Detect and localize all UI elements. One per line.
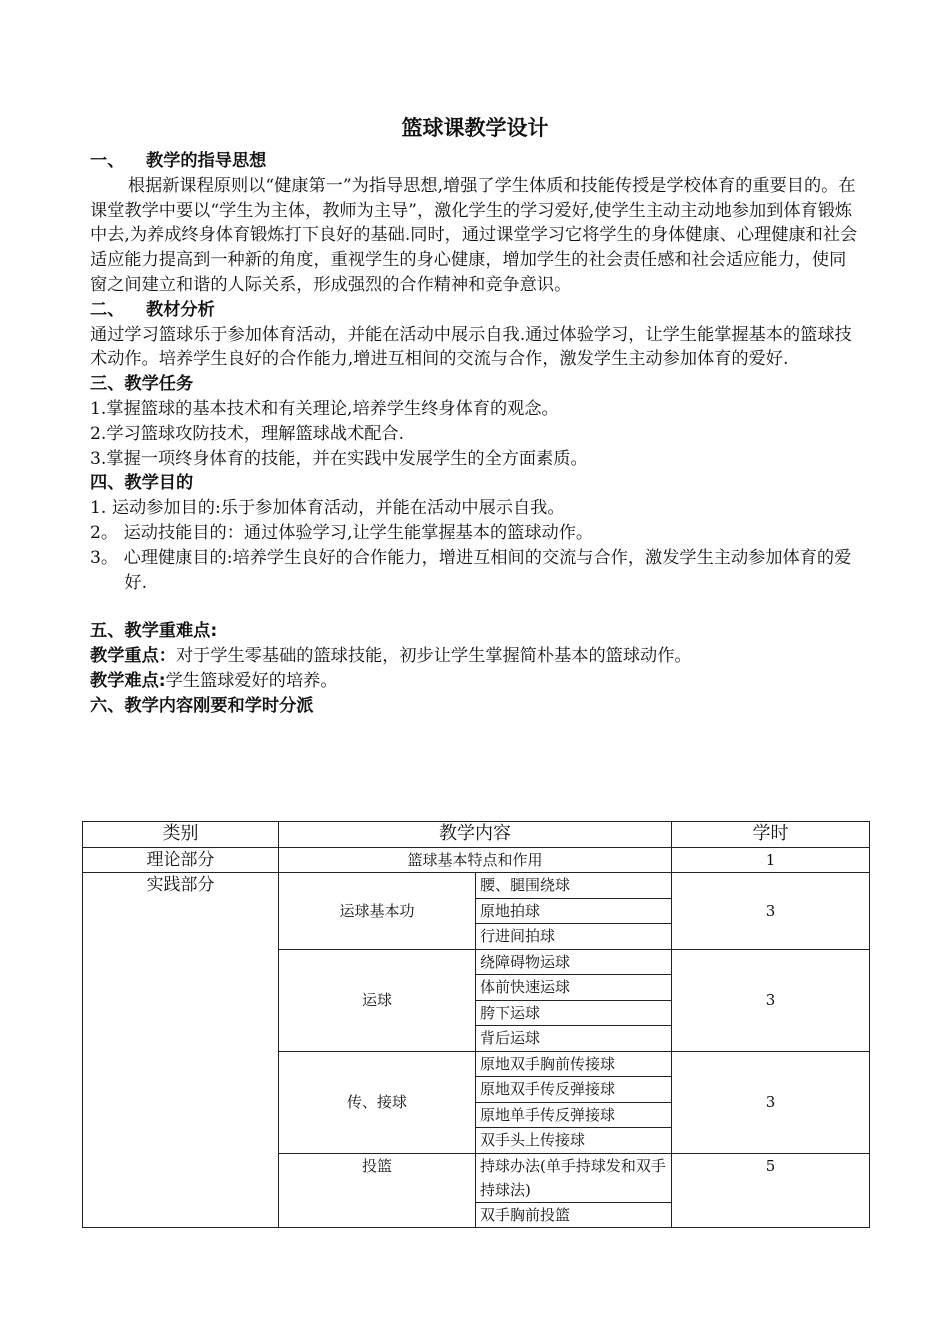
section-number-2: 二、 (90, 299, 125, 320)
header-category: 类别 (83, 822, 279, 848)
document-body (90, 149, 862, 719)
curriculum-table (82, 821, 870, 1228)
header-hours: 学时 (672, 822, 870, 848)
theory-content: 篮球基本特点和作用 (279, 847, 672, 873)
group-item: 原地双手胸前传接球 (476, 1051, 672, 1077)
group-name: 传、接球 (279, 1051, 476, 1153)
key-point-label: 教学重点： (90, 646, 176, 667)
group-item: 绕障碍物运球 (476, 949, 672, 975)
difficult-point-label: 教学难点: (90, 670, 166, 691)
group-item: 原地双手传反弹接球 (476, 1077, 672, 1103)
group-hours: 3 (672, 873, 870, 950)
goal-item: 1. 运动参加目的:乐于参加体育活动，并能在活动中展示自我。 (90, 498, 565, 519)
section-heading-1 (90, 149, 862, 174)
task-item: 1.掌握篮球的基本技术和有关理论,培养学生终身体育的观念。 (90, 398, 559, 419)
goal-item: 3。 心理健康目的:培养学生良好的合作能力，增进互相间的交流与合作，激发学生主动参加体育的爱好. (90, 547, 852, 593)
group-name: 运球 (279, 949, 476, 1051)
section-heading-2 (90, 298, 862, 323)
key-point (90, 644, 862, 669)
header-content: 教学内容 (279, 822, 672, 848)
group-item: 双手头上传接球 (476, 1128, 672, 1154)
group-hours: 3 (672, 949, 870, 1051)
group-hours: 5 (672, 1153, 870, 1228)
group-item: 体前快速运球 (476, 975, 672, 1001)
section-heading-6: 六、教学内容刚要和学时分派 (90, 695, 314, 716)
group-hours: 3 (672, 1051, 870, 1153)
group-name: 投篮 (279, 1153, 476, 1228)
table-row (83, 873, 870, 899)
key-point-text: 对于学生零基础的篮球技能，初步让学生掌握简朴基本的篮球动作。 (175, 646, 692, 667)
section-body-1: 根据新课程原则以“健康第一”为指导思想,增强了学生体质和技能传授是学校体育的重要目的。在课堂教学中要以“学生为主体，教师为主导”，激化学生的学习爱好,使学生主动主动地参加到体育锻炼中去,为养成终身体育锻炼打下良好的基础.同时，通过课堂学习它将学生的身体健康、心理健康和社会适应能力提高到一种新的角度，重视学生的身心健康，增加学生的社会责任感和社会适应能力，使同窗之间建立和谐的人际关系，形成强烈的合作精神和竞争意识。 (90, 175, 858, 295)
group-item: 胯下运球 (476, 1000, 672, 1026)
theory-hours: 1 (672, 847, 870, 873)
section-number-1: 一、 (90, 151, 125, 171)
page-title: 篮球课教学设计 (401, 116, 549, 140)
section-heading-4: 四、教学目的 (90, 473, 194, 494)
group-item: 原地单手传反弹接球 (476, 1102, 672, 1128)
table-row (83, 847, 870, 873)
group-item: 行进间拍球 (476, 924, 672, 950)
group-item: 原地拍球 (476, 898, 672, 924)
group-item: 双手胸前投篮 (476, 1202, 672, 1228)
table-header-row (83, 822, 870, 848)
theory-category: 理论部分 (83, 847, 279, 873)
group-item: 持球办法(单手持球发和双手持球法) (476, 1153, 672, 1202)
group-item: 背后运球 (476, 1026, 672, 1052)
section-body-2: 通过学习篮球乐于参加体育活动，并能在活动中展示自我.通过体验学习，让学生能掌握基本的篮球技术动作。培养学生良好的合作能力,增进互相间的交流与合作，激发学生主动参加体育的爱好. (90, 324, 852, 370)
group-name: 运球基本功 (279, 873, 476, 950)
section-title-1: 教学的指导思想 (146, 151, 267, 171)
task-item: 3.掌握一项终身体育的技能，并在实践中发展学生的全方面素质。 (90, 448, 588, 469)
goal-item: 2。 运动技能目的：通过体验学习,让学生能掌握基本的篮球动作。 (90, 522, 594, 543)
section-heading-5: 五、教学重难点: (90, 621, 218, 642)
practice-category: 实践部分 (83, 873, 279, 1228)
task-item: 2.学习篮球攻防技术，理解篮球战术配合. (90, 423, 405, 444)
difficult-point-text: 学生篮球爱好的培养。 (165, 670, 338, 691)
difficult-point (90, 669, 862, 694)
section-title-2: 教材分析 (146, 299, 215, 320)
spacer (90, 595, 862, 619)
group-item: 腰、腿围绕球 (476, 873, 672, 899)
section-heading-3: 三、教学任务 (90, 374, 194, 395)
